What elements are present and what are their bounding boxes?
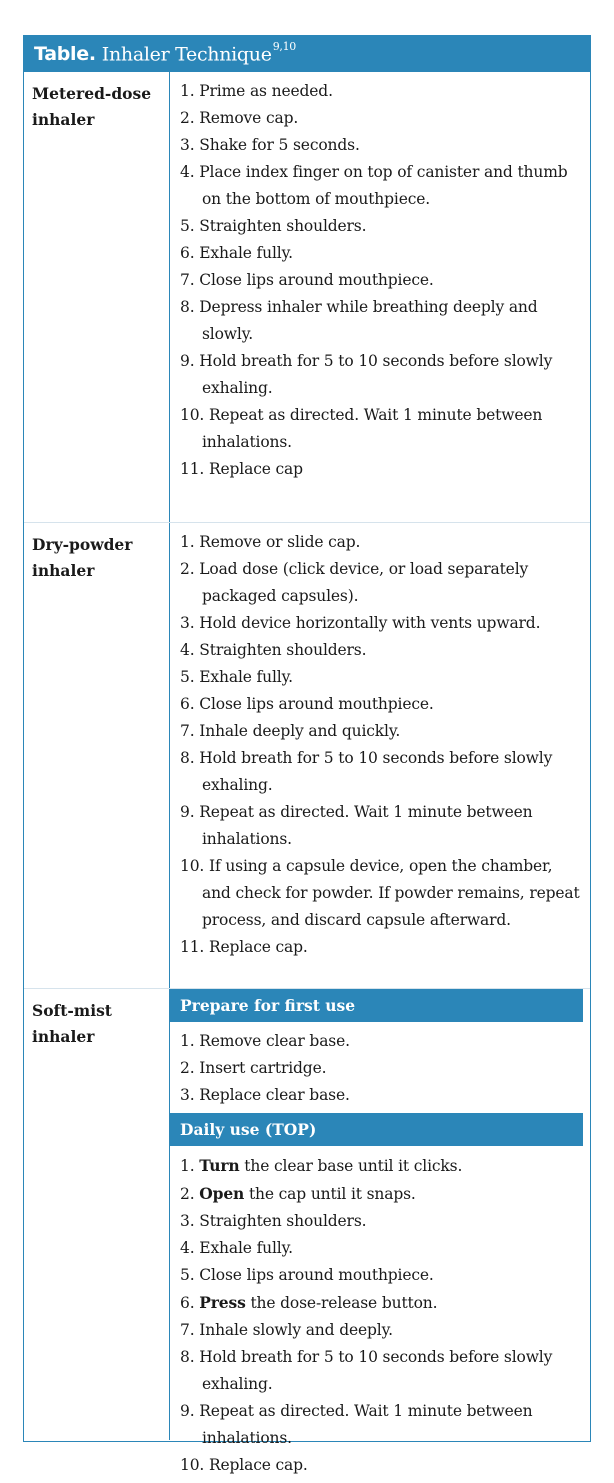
list-item: 7. Close lips around mouthpiece.: [180, 271, 434, 289]
step-text: Close lips around mouthpiece.: [199, 1266, 434, 1284]
list-item: 10. If using a capsule device, open the chamber, and check for powder. If powder remains, repeat process, and discard capsule afterward.: [180, 857, 580, 929]
list-item: 4. Straighten shoulders.: [180, 641, 367, 659]
step-text: Inhale slowly and deeply.: [199, 1321, 393, 1339]
step-number: 1.: [180, 1157, 195, 1175]
step-number: 8.: [180, 1348, 195, 1366]
list-item: 2. Load dose (click device, or load separately packaged capsules).: [180, 560, 529, 605]
list-item: [180, 1452, 582, 1479]
list-item: 9. Hold breath for 5 to 10 seconds before slowly exhaling.: [180, 352, 553, 397]
list-item: 8. Hold breath for 5 to 10 seconds before slowly exhaling.: [180, 749, 553, 794]
list-item: 5. Straighten shoulders.: [180, 217, 367, 235]
daily-use-section-header: Daily use (TOP): [170, 1113, 583, 1146]
daily-use-steps: [180, 1146, 582, 1483]
step-text: the dose-release button.: [250, 1294, 438, 1312]
list-item: 1. Prime as needed.: [180, 82, 333, 100]
list-item: 5. Exhale fully.: [180, 668, 293, 686]
list-item: [180, 1208, 582, 1235]
step-number: 3.: [180, 1212, 195, 1230]
table-title-bar: [24, 36, 590, 72]
list-item: 11. Replace cap: [180, 460, 303, 478]
list-item: 3. Hold device horizontally with vents upward.: [180, 614, 541, 632]
list-item: 7. Inhale deeply and quickly.: [180, 722, 401, 740]
step-keyword: Press: [199, 1293, 246, 1312]
step-number: 9.: [180, 1402, 195, 1420]
list-item: 1. Remove clear base.: [180, 1032, 350, 1050]
prepare-section-header: Prepare for first use: [170, 989, 583, 1022]
step-number: 5.: [180, 1266, 195, 1284]
list-item: 2. Insert cartridge.: [180, 1059, 327, 1077]
list-item: [180, 1344, 582, 1398]
step-number: 6.: [180, 1294, 195, 1312]
list-item: [180, 1152, 582, 1180]
row-label-line: inhaler: [32, 110, 95, 129]
list-item: 1. Remove or slide cap.: [180, 533, 361, 551]
list-item: 9. Repeat as directed. Wait 1 minute between inhalations.: [180, 803, 533, 848]
list-item: 10. Repeat as directed. Wait 1 minute between inhalations.: [180, 406, 543, 451]
step-number: 7.: [180, 1321, 195, 1339]
list-item: 3. Replace clear base.: [180, 1086, 350, 1104]
row-label: [24, 72, 170, 522]
row-label-line: inhaler: [32, 561, 95, 580]
row-label: [24, 989, 170, 1440]
inhaler-technique-table: [23, 35, 591, 1474]
table-title-text: Inhaler Technique: [101, 43, 272, 66]
list-item: 11. Replace cap.: [180, 938, 308, 956]
steps-list: [170, 72, 590, 522]
list-item: [180, 1317, 582, 1344]
steps-list: [170, 989, 590, 1474]
row-label-line: Soft-mist: [32, 1001, 112, 1020]
row-label-line: Dry-powder: [32, 535, 133, 554]
step-text: Replace cap.: [208, 1456, 308, 1474]
step-text: the cap until it snaps.: [248, 1185, 416, 1203]
step-number: 2.: [180, 1185, 195, 1203]
steps-list: [170, 523, 590, 988]
table-row-soft-mist: [24, 989, 590, 1474]
row-label-line: inhaler: [32, 1027, 95, 1046]
table-row-dry-powder: [24, 523, 590, 989]
table-row-metered-dose: [24, 72, 590, 523]
step-text: the clear base until it clicks.: [244, 1157, 463, 1175]
list-item: 4. Place index finger on top of canister and thumb on the bottom of mouthpiece.: [180, 163, 568, 208]
row-label-line: Metered-dose: [32, 84, 152, 103]
list-item: [180, 1180, 582, 1208]
step-keyword: Turn: [199, 1156, 240, 1175]
step-keyword: Open: [199, 1184, 245, 1203]
list-item: 6. Exhale fully.: [180, 244, 293, 262]
list-item: [180, 1289, 582, 1317]
step-number: 4.: [180, 1239, 195, 1257]
prepare-steps: [180, 1022, 582, 1113]
step-text: Hold breath for 5 to 10 seconds before slowly exhaling.: [199, 1348, 553, 1393]
table-title-citation: 9,10: [272, 39, 296, 53]
list-item: 6. Close lips around mouthpiece.: [180, 695, 434, 713]
step-text: Repeat as directed. Wait 1 minute between inhalations.: [199, 1402, 533, 1447]
list-item: [180, 1398, 582, 1452]
list-item: [180, 1262, 582, 1289]
row-label: [24, 523, 170, 988]
table-title: [101, 39, 296, 66]
list-item: 8. Depress inhaler while breathing deeply and slowly.: [180, 298, 538, 343]
list-item: [180, 1235, 582, 1262]
table-title-label: Table.: [34, 43, 96, 65]
step-text: Exhale fully.: [199, 1239, 293, 1257]
list-item: 3. Shake for 5 seconds.: [180, 136, 360, 154]
step-text: Straighten shoulders.: [199, 1212, 367, 1230]
step-number: 10.: [180, 1456, 205, 1474]
list-item: 2. Remove cap.: [180, 109, 299, 127]
